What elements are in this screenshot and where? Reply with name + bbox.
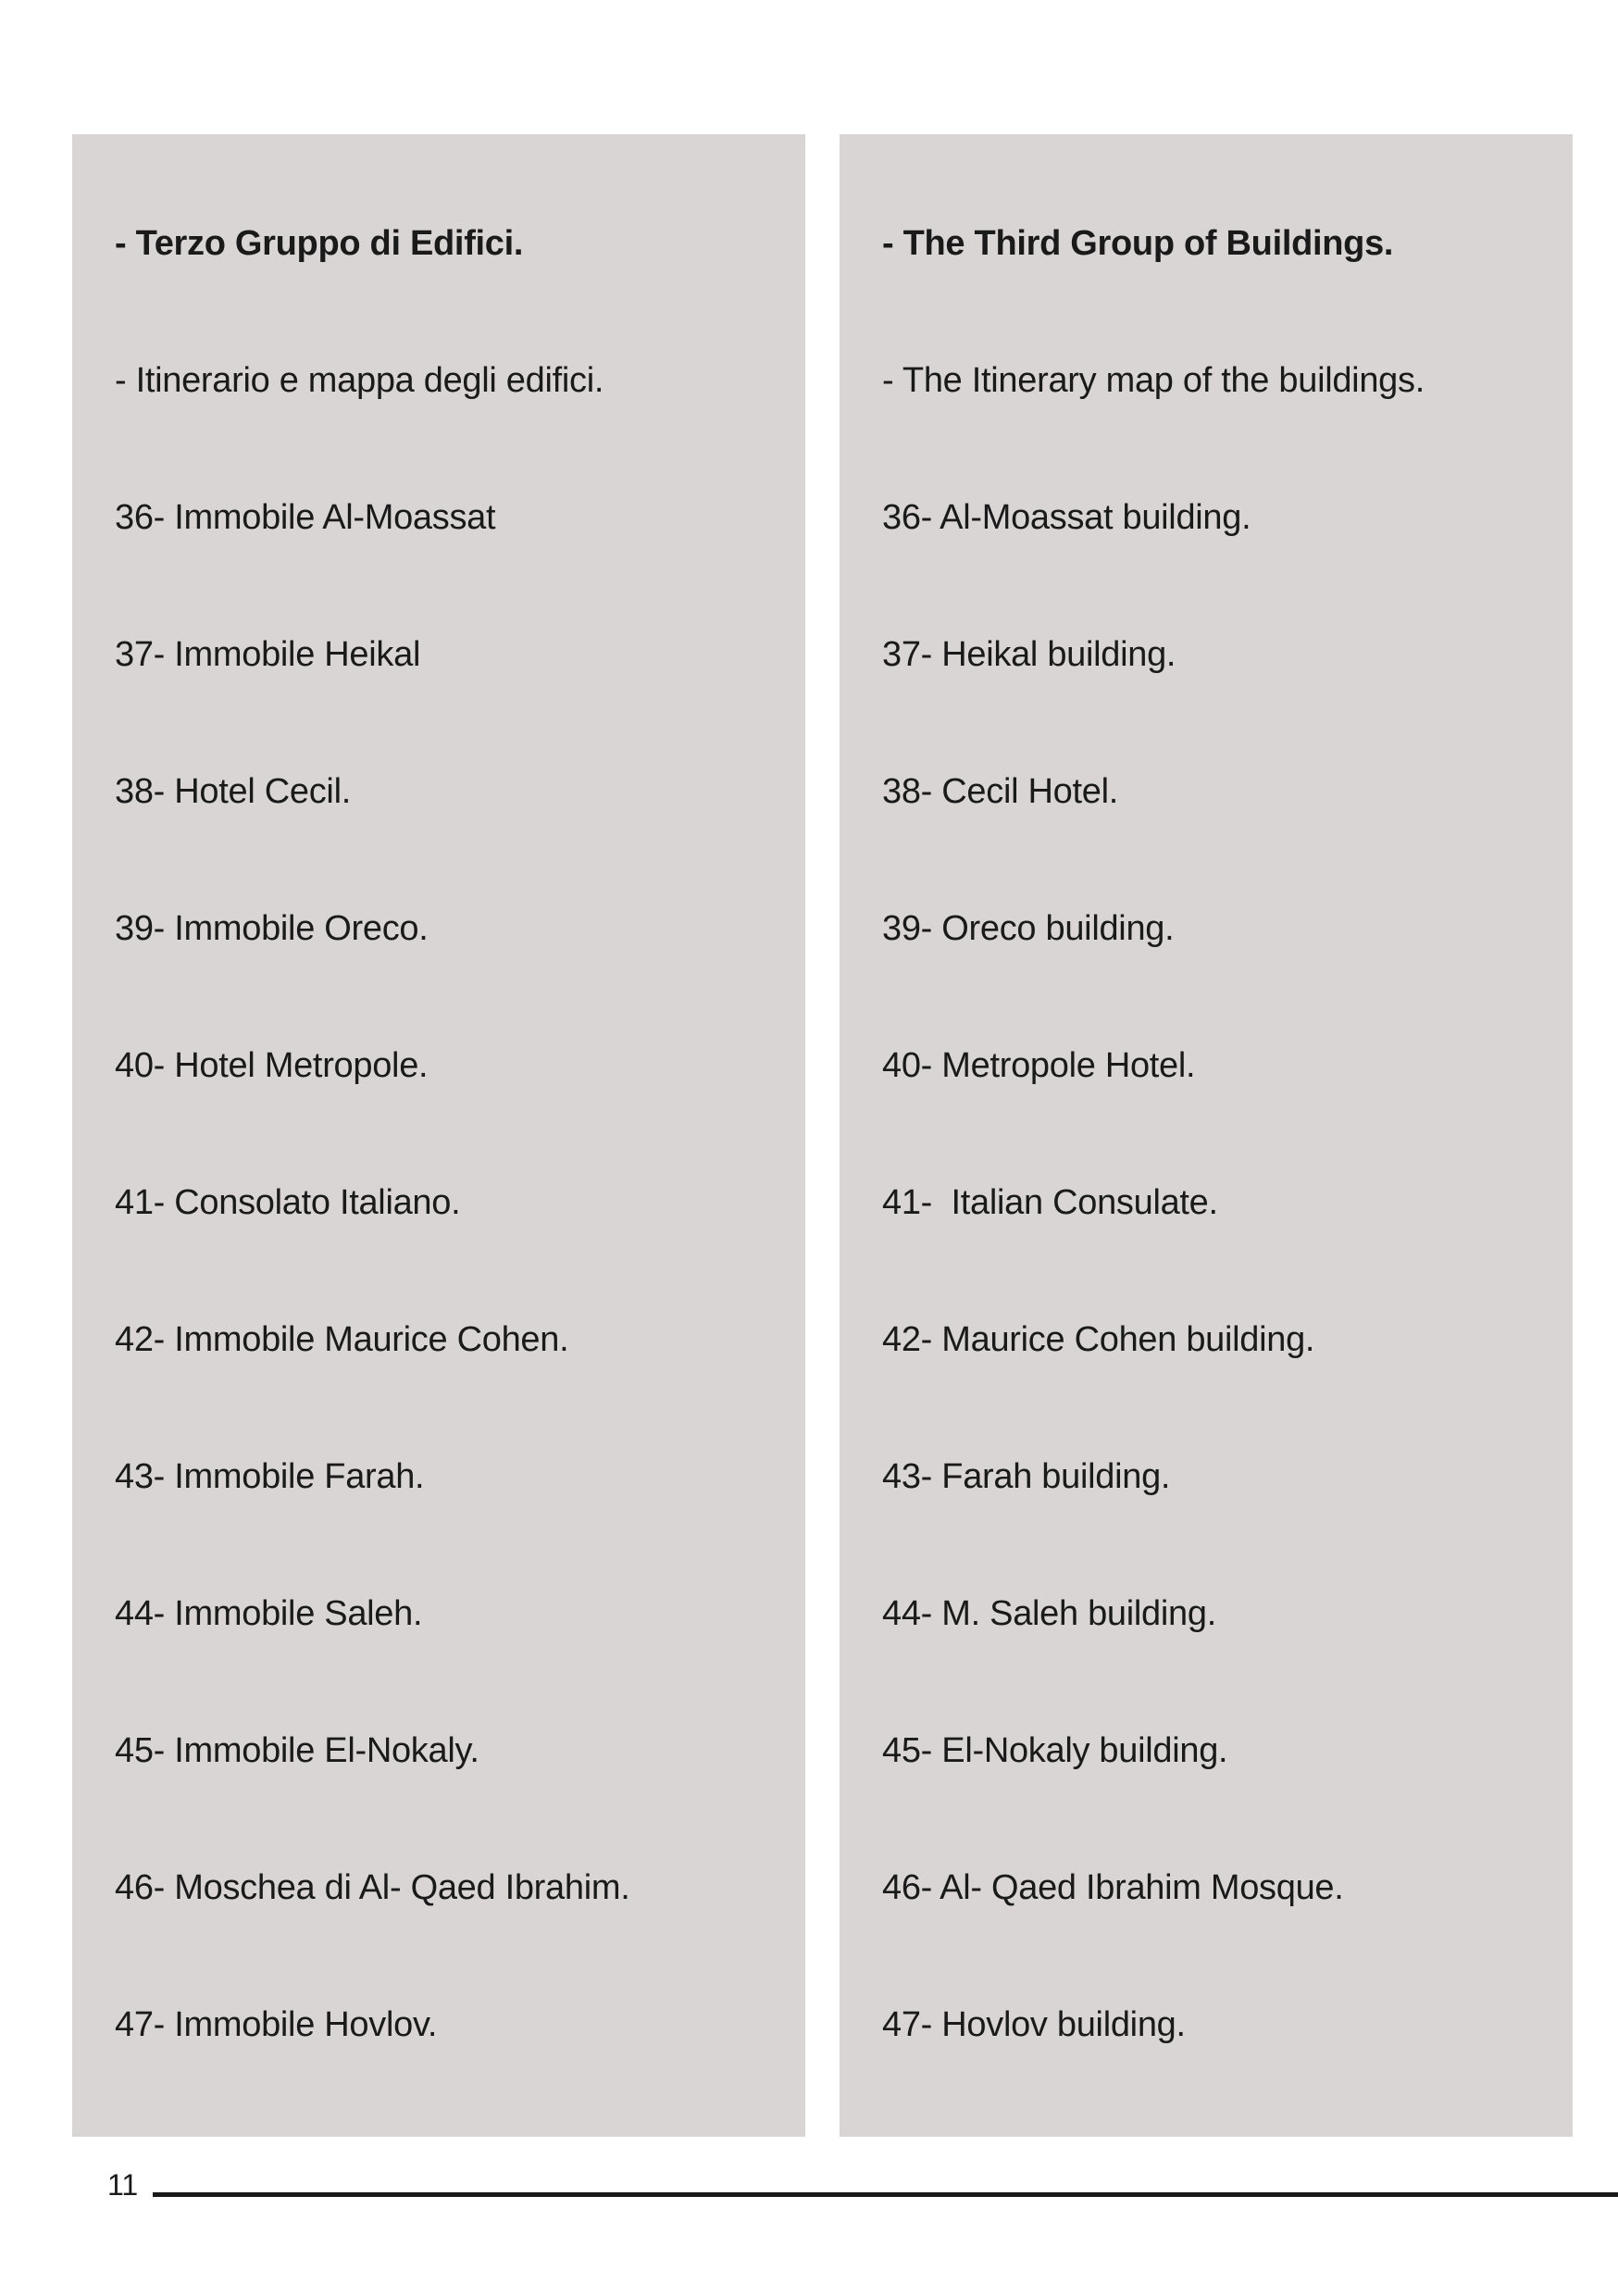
list-item: 38- Hotel Cecil. xyxy=(115,772,351,811)
english-heading: - The Third Group of Buildings. xyxy=(882,224,1394,263)
list-item: 46- Al- Qaed Ibrahim Mosque. xyxy=(882,1868,1344,1907)
list-item: 36- Immobile Al-Moassat xyxy=(115,498,496,537)
page-number: 11 xyxy=(107,2168,139,2202)
list-item: 44- Immobile Saleh. xyxy=(115,1594,423,1633)
list-item: 45- El-Nokaly building. xyxy=(882,1731,1228,1770)
list-item: 36- Al-Moassat building. xyxy=(882,498,1251,537)
list-item: 41- Italian Consulate. xyxy=(882,1183,1218,1222)
list-item: 39- Oreco building. xyxy=(882,909,1175,948)
list-item: 45- Immobile El-Nokaly. xyxy=(115,1731,479,1770)
list-item: 44- M. Saleh building. xyxy=(882,1594,1216,1633)
list-item: 38- Cecil Hotel. xyxy=(882,772,1118,811)
list-item: 39- Immobile Oreco. xyxy=(115,909,429,948)
list-item: 46- Moschea di Al- Qaed Ibrahim. xyxy=(115,1868,630,1907)
list-item: 37- Heikal building. xyxy=(882,635,1176,674)
list-item: 47- Immobile Hovlov. xyxy=(115,2005,438,2044)
list-item: 40- Metropole Hotel. xyxy=(882,1046,1196,1085)
list-item: 40- Hotel Metropole. xyxy=(115,1046,429,1085)
list-item: 43- Immobile Farah. xyxy=(115,1457,425,1496)
footer-divider xyxy=(153,2192,1618,2197)
list-item: 42- Maurice Cohen building. xyxy=(882,1320,1315,1359)
english-column xyxy=(840,134,1573,2137)
list-item: 43- Farah building. xyxy=(882,1457,1171,1496)
list-item: 42- Immobile Maurice Cohen. xyxy=(115,1320,569,1359)
italian-column xyxy=(72,134,805,2137)
list-item: 41- Consolato Italiano. xyxy=(115,1183,461,1222)
english-subheading: - The Itinerary map of the buildings. xyxy=(882,361,1425,400)
italian-subheading: - Itinerario e mappa degli edifici. xyxy=(115,361,604,400)
list-item: 47- Hovlov building. xyxy=(882,2005,1186,2044)
list-item: 37- Immobile Heikal xyxy=(115,635,421,674)
italian-heading: - Terzo Gruppo di Edifici. xyxy=(115,224,524,263)
